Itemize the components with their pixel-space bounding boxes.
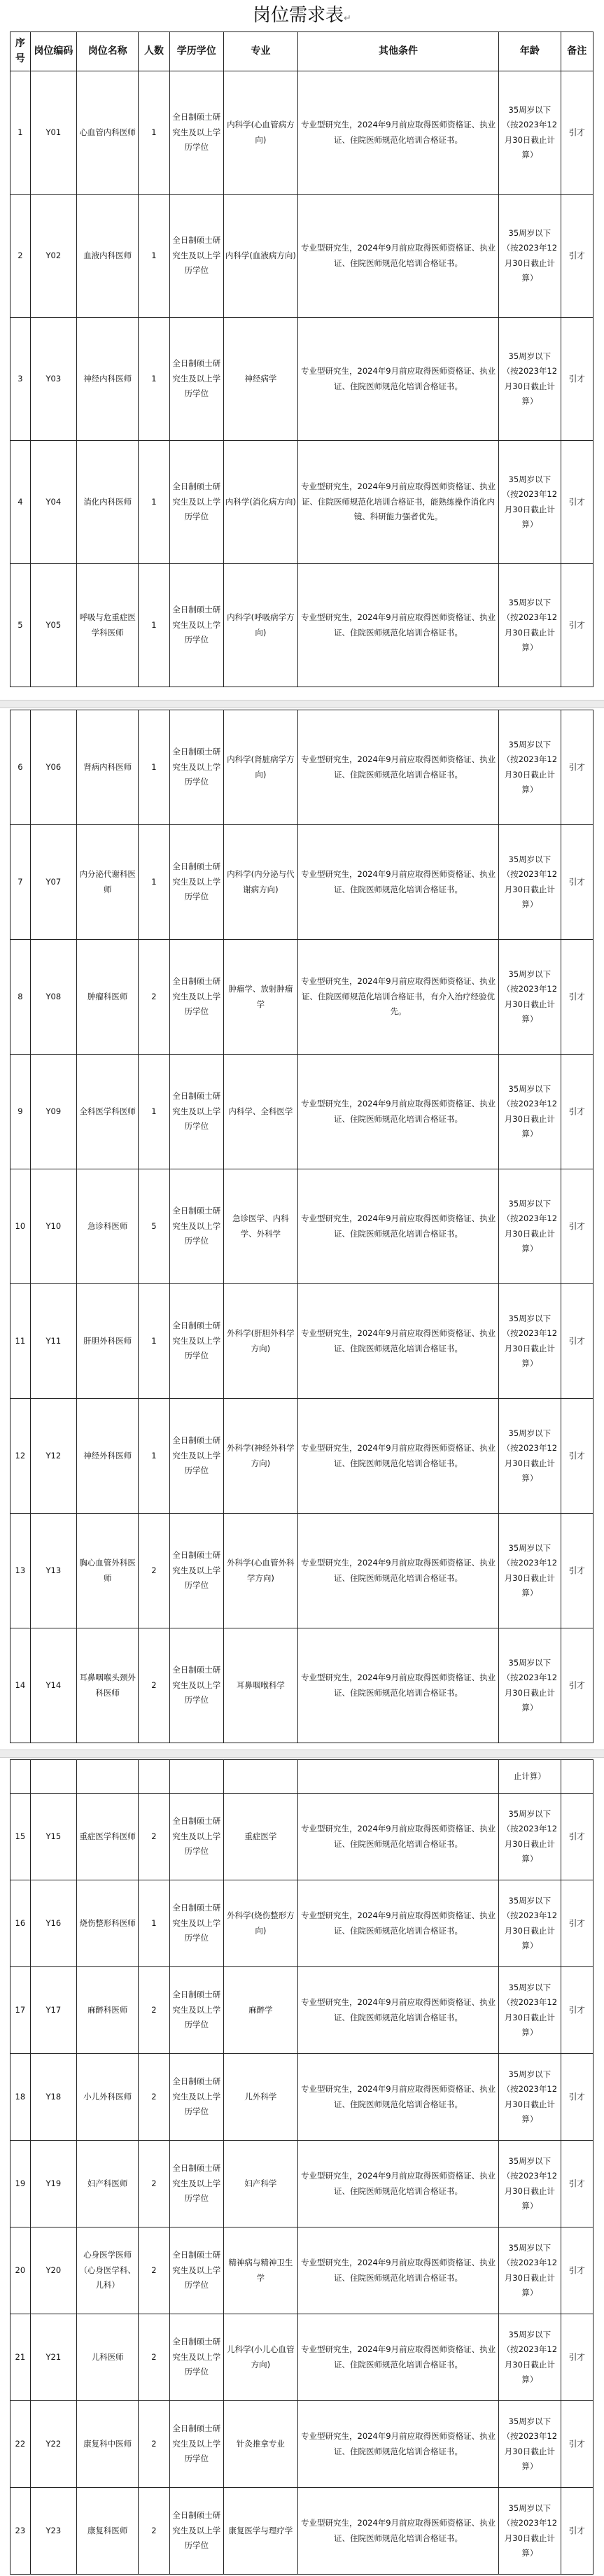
header-note: 备注	[561, 32, 593, 71]
name-cell: 急诊科医师	[77, 1169, 139, 1284]
edu-cell: 全日制硕士研究生及以上学历学位	[169, 2314, 223, 2401]
major-cell: 内科学、全科医学	[223, 1055, 297, 1169]
name-cell: 呼吸与危重症医学科医师	[77, 564, 139, 687]
age-cell: 35周岁以下（按2023年12月30日截止计算）	[499, 2054, 561, 2141]
count-cell: 1	[139, 195, 169, 318]
name-cell: 耳鼻咽喉头颈外科医师	[77, 1628, 139, 1743]
other-cell: 专业型研究生，2024年9月前应取得医师资格证、执业证、住院医师规范化培训合格证书。	[297, 2141, 498, 2227]
note-cell: 引才	[561, 1284, 593, 1399]
code-cell: Y15	[30, 1794, 76, 1880]
table-row	[10, 2227, 594, 2314]
note-cell: 引才	[561, 2401, 593, 2488]
count-cell: 2	[139, 1628, 169, 1743]
other-cell: 专业型研究生，2024年9月前应取得医师资格证、执业证、住院医师规范化培训合格证书。	[297, 2401, 498, 2488]
seq-cell: 19	[10, 2141, 31, 2227]
page-break	[0, 700, 604, 708]
count-cell: 2	[139, 2227, 169, 2314]
note-cell: 引才	[561, 2227, 593, 2314]
cont-cell	[223, 1760, 297, 1794]
edu-cell: 全日制硕士研究生及以上学历学位	[169, 318, 223, 441]
seq-cell: 2	[10, 195, 31, 318]
age-cell: 35周岁以下（按2023年12月30日截止计算）	[499, 1628, 561, 1743]
table-row	[10, 825, 594, 940]
table-row	[10, 1055, 594, 1169]
code-cell: Y01	[30, 71, 76, 195]
note-cell: 引才	[561, 195, 593, 318]
edu-cell: 全日制硕士研究生及以上学历学位	[169, 71, 223, 195]
edu-cell: 全日制硕士研究生及以上学历学位	[169, 564, 223, 687]
other-cell: 专业型研究生，2024年9月前应取得医师资格证、执业证、住院医师规范化培训合格证书。	[297, 710, 498, 825]
table-row	[10, 1880, 594, 1967]
edu-cell: 全日制硕士研究生及以上学历学位	[169, 710, 223, 825]
note-cell: 引才	[561, 2054, 593, 2141]
seq-cell: 14	[10, 1628, 31, 1743]
cont-cell	[297, 1760, 498, 1794]
seq-cell: 13	[10, 1514, 31, 1628]
edu-cell: 全日制硕士研究生及以上学历学位	[169, 1628, 223, 1743]
major-cell: 内科学(消化病方向)	[223, 441, 297, 564]
major-cell: 外科学(烧伤整形方向)	[223, 1880, 297, 1967]
edu-cell: 全日制硕士研究生及以上学历学位	[169, 1055, 223, 1169]
seq-cell: 11	[10, 1284, 31, 1399]
header-other: 其他条件	[297, 32, 498, 71]
seq-cell: 6	[10, 710, 31, 825]
other-cell: 专业型研究生，2024年9月前应取得医师资格证、执业证、住院医师规范化培训合格证书。	[297, 318, 498, 441]
edu-cell: 全日制硕士研究生及以上学历学位	[169, 2141, 223, 2227]
age-cell: 35周岁以下（按2023年12月30日截止计算）	[499, 2141, 561, 2227]
major-cell: 内科学(心血管病方向)	[223, 71, 297, 195]
code-cell: Y13	[30, 1514, 76, 1628]
code-cell: Y21	[30, 2314, 76, 2401]
header-seq: 序号	[10, 32, 31, 71]
major-cell: 内科学(呼吸病学方向)	[223, 564, 297, 687]
other-cell: 专业型研究生，2024年9月前应取得医师资格证、执业证、住院医师规范化培训合格证书。	[297, 2054, 498, 2141]
major-cell: 麻醉学	[223, 1967, 297, 2054]
other-cell: 专业型研究生，2024年9月前应取得医师资格证、执业证、住院医师规范化培训合格证书。	[297, 2314, 498, 2401]
age-cell: 35周岁以下（按2023年12月30日截止计算）	[499, 940, 561, 1055]
note-cell: 引才	[561, 1514, 593, 1628]
age-cell: 35周岁以下（按2023年12月30日截止计算）	[499, 1967, 561, 2054]
count-cell: 2	[139, 940, 169, 1055]
seq-cell: 23	[10, 2488, 31, 2575]
other-cell: 专业型研究生，2024年9月前应取得医师资格证、执业证、住院医师规范化培训合格证书。	[297, 71, 498, 195]
table-row	[10, 2054, 594, 2141]
other-cell: 专业型研究生，2024年9月前应取得医师资格证、执业证、住院医师规范化培训合格证书。	[297, 1514, 498, 1628]
note-cell: 引才	[561, 940, 593, 1055]
header-count: 人数	[139, 32, 169, 71]
note-cell: 引才	[561, 1967, 593, 2054]
seq-cell: 4	[10, 441, 31, 564]
cont-cell	[139, 1760, 169, 1794]
major-cell: 内科学(肾脏病学方向)	[223, 710, 297, 825]
count-cell: 5	[139, 1169, 169, 1284]
major-cell: 针灸推拿专业	[223, 2401, 297, 2488]
header-age: 年龄	[499, 32, 561, 71]
seq-cell: 1	[10, 71, 31, 195]
table-row	[10, 441, 594, 564]
name-cell: 心血管内科医师	[77, 71, 139, 195]
major-cell: 精神病与精神卫生学	[223, 2227, 297, 2314]
name-cell: 康复科医师	[77, 2488, 139, 2575]
edu-cell: 全日制硕士研究生及以上学历学位	[169, 1399, 223, 1514]
other-cell: 专业型研究生，2024年9月前应取得医师资格证、执业证、住院医师规范化培训合格证书。	[297, 2488, 498, 2575]
note-cell: 引才	[561, 1880, 593, 1967]
major-cell: 外科学(心血管外科学方向)	[223, 1514, 297, 1628]
seq-cell: 8	[10, 940, 31, 1055]
other-cell: 专业型研究生，2024年9月前应取得医师资格证、执业证、住院医师规范化培训合格证书。	[297, 195, 498, 318]
seq-cell: 9	[10, 1055, 31, 1169]
cont-cell	[10, 1760, 31, 1794]
major-cell: 康复医学与理疗学	[223, 2488, 297, 2575]
other-cell: 专业型研究生，2024年9月前应取得医师资格证、执业证、住院医师规范化培训合格证书。	[297, 825, 498, 940]
name-cell: 血液内科医师	[77, 195, 139, 318]
edu-cell: 全日制硕士研究生及以上学历学位	[169, 1284, 223, 1399]
table-row	[10, 2141, 594, 2227]
age-cell: 35周岁以下（按2023年12月30日截止计算）	[499, 195, 561, 318]
edu-cell: 全日制硕士研究生及以上学历学位	[169, 1794, 223, 1880]
code-cell: Y17	[30, 1967, 76, 2054]
seq-cell: 20	[10, 2227, 31, 2314]
name-cell: 康复科中医师	[77, 2401, 139, 2488]
code-cell: Y05	[30, 564, 76, 687]
age-cell: 35周岁以下（按2023年12月30日截止计算）	[499, 1169, 561, 1284]
note-cell: 引才	[561, 1399, 593, 1514]
edu-cell: 全日制硕士研究生及以上学历学位	[169, 825, 223, 940]
name-cell: 小儿外科医师	[77, 2054, 139, 2141]
age-cell: 35周岁以下（按2023年12月30日截止计算）	[499, 1055, 561, 1169]
note-cell: 引才	[561, 318, 593, 441]
seq-cell: 10	[10, 1169, 31, 1284]
seq-cell: 15	[10, 1794, 31, 1880]
code-cell: Y08	[30, 940, 76, 1055]
code-cell: Y03	[30, 318, 76, 441]
major-cell: 肿瘤学、放射肿瘤学	[223, 940, 297, 1055]
edu-cell: 全日制硕士研究生及以上学历学位	[169, 940, 223, 1055]
other-cell: 专业型研究生，2024年9月前应取得医师资格证、执业证、住院医师规范化培训合格证书，有介入治疗经验优先。	[297, 940, 498, 1055]
table-row	[10, 1284, 594, 1399]
table-row	[10, 1628, 594, 1743]
name-cell: 全科医学科医师	[77, 1055, 139, 1169]
cont-cell	[30, 1760, 76, 1794]
code-cell: Y11	[30, 1284, 76, 1399]
table-row	[10, 940, 594, 1055]
major-cell: 急诊医学、内科学、外科学	[223, 1169, 297, 1284]
code-cell: Y04	[30, 441, 76, 564]
edu-cell: 全日制硕士研究生及以上学历学位	[169, 1169, 223, 1284]
other-cell: 专业型研究生，2024年9月前应取得医师资格证、执业证、住院医师规范化培训合格证书。	[297, 1967, 498, 2054]
count-cell: 2	[139, 2054, 169, 2141]
edu-cell: 全日制硕士研究生及以上学历学位	[169, 195, 223, 318]
age-cell: 35周岁以下（按2023年12月30日截止计算）	[499, 710, 561, 825]
position-table-page1	[10, 31, 594, 687]
count-cell: 2	[139, 1967, 169, 2054]
name-cell: 重症医学科医师	[77, 1794, 139, 1880]
note-cell: 引才	[561, 1794, 593, 1880]
note-cell: 引才	[561, 71, 593, 195]
header-name: 岗位名称	[77, 32, 139, 71]
age-cell: 35周岁以下（按2023年12月30日截止计算）	[499, 2227, 561, 2314]
other-cell: 专业型研究生，2024年9月前应取得医师资格证、执业证、住院医师规范化培训合格证书。	[297, 1794, 498, 1880]
header-major: 专业	[223, 32, 297, 71]
code-cell: Y22	[30, 2401, 76, 2488]
code-cell: Y12	[30, 1399, 76, 1514]
age-cell: 35周岁以下（按2023年12月30日截止计算）	[499, 2488, 561, 2575]
count-cell: 1	[139, 564, 169, 687]
major-cell: 内科学(血液病方向)	[223, 195, 297, 318]
note-cell: 引才	[561, 1628, 593, 1743]
note-cell: 引才	[561, 2141, 593, 2227]
other-cell: 专业型研究生，2024年9月前应取得医师资格证、执业证、住院医师规范化培训合格证书。	[297, 1055, 498, 1169]
name-cell: 麻醉科医师	[77, 1967, 139, 2054]
seq-cell: 5	[10, 564, 31, 687]
other-cell: 专业型研究生，2024年9月前应取得医师资格证、执业证、住院医师规范化培训合格证书。	[297, 1399, 498, 1514]
major-cell: 外科学(神经外科学方向)	[223, 1399, 297, 1514]
count-cell: 2	[139, 2141, 169, 2227]
cont-cell	[77, 1760, 139, 1794]
age-cell: 35周岁以下（按2023年12月30日截止计算）	[499, 441, 561, 564]
code-cell: Y06	[30, 710, 76, 825]
age-cell: 35周岁以下（按2023年12月30日截止计算）	[499, 1399, 561, 1514]
age-cell: 35周岁以下（按2023年12月30日截止计算）	[499, 1284, 561, 1399]
table-row	[10, 1399, 594, 1514]
code-cell: Y16	[30, 1880, 76, 1967]
name-cell: 妇产科医师	[77, 2141, 139, 2227]
table-row	[10, 2314, 594, 2401]
code-cell: Y23	[30, 2488, 76, 2575]
major-cell: 儿外科学	[223, 2054, 297, 2141]
code-cell: Y02	[30, 195, 76, 318]
count-cell: 1	[139, 825, 169, 940]
table-row	[10, 318, 594, 441]
name-cell: 内分泌代谢科医师	[77, 825, 139, 940]
table-row	[10, 195, 594, 318]
table-row	[10, 1169, 594, 1284]
note-cell: 引才	[561, 1055, 593, 1169]
table-row	[10, 1967, 594, 2054]
header-code: 岗位编码	[30, 32, 76, 71]
count-cell: 2	[139, 2488, 169, 2575]
age-continuation: 止计算）	[499, 1760, 561, 1794]
other-cell: 专业型研究生，2024年9月前应取得医师资格证、执业证、住院医师规范化培训合格证书。	[297, 564, 498, 687]
table-row	[10, 1514, 594, 1628]
count-cell: 1	[139, 1055, 169, 1169]
page-title: 岗位需求表↵	[253, 5, 351, 26]
position-table-page2	[10, 710, 594, 1743]
count-cell: 2	[139, 1514, 169, 1628]
major-cell: 重症医学	[223, 1794, 297, 1880]
age-cell: 35周岁以下（按2023年12月30日截止计算）	[499, 825, 561, 940]
edu-cell: 全日制硕士研究生及以上学历学位	[169, 441, 223, 564]
code-cell: Y14	[30, 1628, 76, 1743]
name-cell: 肿瘤科医师	[77, 940, 139, 1055]
edu-cell: 全日制硕士研究生及以上学历学位	[169, 1514, 223, 1628]
edu-cell: 全日制硕士研究生及以上学历学位	[169, 1880, 223, 1967]
code-cell: Y18	[30, 2054, 76, 2141]
note-cell: 引才	[561, 825, 593, 940]
continuation-row	[10, 1760, 594, 1794]
seq-cell: 18	[10, 2054, 31, 2141]
age-cell: 35周岁以下（按2023年12月30日截止计算）	[499, 1794, 561, 1880]
note-cell: 引才	[561, 564, 593, 687]
table-row	[10, 1794, 594, 1880]
seq-cell: 12	[10, 1399, 31, 1514]
count-cell: 1	[139, 441, 169, 564]
major-cell: 妇产科学	[223, 2141, 297, 2227]
other-cell: 专业型研究生，2024年9月前应取得医师资格证、执业证、住院医师规范化培训合格证书。	[297, 1880, 498, 1967]
major-cell: 耳鼻咽喉科学	[223, 1628, 297, 1743]
age-cell: 35周岁以下（按2023年12月30日截止计算）	[499, 71, 561, 195]
age-cell: 35周岁以下（按2023年12月30日截止计算）	[499, 1880, 561, 1967]
age-cell: 35周岁以下（按2023年12月30日截止计算）	[499, 1514, 561, 1628]
header-edu: 学历学位	[169, 32, 223, 71]
edu-cell: 全日制硕士研究生及以上学历学位	[169, 2488, 223, 2575]
count-cell: 1	[139, 318, 169, 441]
seq-cell: 16	[10, 1880, 31, 1967]
name-cell: 心身医学医师（心身医学科、儿科）	[77, 2227, 139, 2314]
age-cell: 35周岁以下（按2023年12月30日截止计算）	[499, 564, 561, 687]
major-cell: 外科学(肝胆外科学方向)	[223, 1284, 297, 1399]
edu-cell: 全日制硕士研究生及以上学历学位	[169, 2401, 223, 2488]
major-cell: 内科学(内分泌与代谢病方向)	[223, 825, 297, 940]
other-cell: 专业型研究生，2024年9月前应取得医师资格证、执业证、住院医师规范化培训合格证书。	[297, 1284, 498, 1399]
count-cell: 1	[139, 1399, 169, 1514]
name-cell: 神经内科医师	[77, 318, 139, 441]
seq-cell: 7	[10, 825, 31, 940]
note-cell: 引才	[561, 1169, 593, 1284]
count-cell: 1	[139, 71, 169, 195]
other-cell: 专业型研究生，2024年9月前应取得医师资格证、执业证、住院医师规范化培训合格证书。	[297, 2227, 498, 2314]
table-row	[10, 564, 594, 687]
seq-cell: 3	[10, 318, 31, 441]
table-row	[10, 710, 594, 825]
name-cell: 胸心血管外科医师	[77, 1514, 139, 1628]
page-break	[0, 1750, 604, 1758]
name-cell: 烧伤整形科医师	[77, 1880, 139, 1967]
code-cell: Y07	[30, 825, 76, 940]
name-cell: 神经外科医师	[77, 1399, 139, 1514]
major-cell: 神经病学	[223, 318, 297, 441]
code-cell: Y20	[30, 2227, 76, 2314]
name-cell: 肝胆外科医师	[77, 1284, 139, 1399]
other-cell: 专业型研究生，2024年9月前应取得医师资格证、执业证、住院医师规范化培训合格证书。	[297, 1628, 498, 1743]
position-table-page3	[10, 1759, 594, 2575]
count-cell: 1	[139, 1284, 169, 1399]
cont-cell	[561, 1760, 593, 1794]
table-row	[10, 2401, 594, 2488]
seq-cell: 21	[10, 2314, 31, 2401]
edu-cell: 全日制硕士研究生及以上学历学位	[169, 2054, 223, 2141]
note-cell: 引才	[561, 2314, 593, 2401]
count-cell: 1	[139, 1880, 169, 1967]
other-cell: 专业型研究生，2024年9月前应取得医师资格证、执业证、住院医师规范化培训合格证书。	[297, 1169, 498, 1284]
name-cell: 儿科医师	[77, 2314, 139, 2401]
code-cell: Y09	[30, 1055, 76, 1169]
table-row	[10, 71, 594, 195]
note-cell: 引才	[561, 710, 593, 825]
count-cell: 2	[139, 2314, 169, 2401]
note-cell: 引才	[561, 441, 593, 564]
cont-cell	[169, 1760, 223, 1794]
other-cell: 专业型研究生，2024年9月前应取得医师资格证、执业证、住院医师规范化培训合格证书，能熟练操作消化内镜、科研能力强者优先。	[297, 441, 498, 564]
seq-cell: 17	[10, 1967, 31, 2054]
edu-cell: 全日制硕士研究生及以上学历学位	[169, 1967, 223, 2054]
seq-cell: 22	[10, 2401, 31, 2488]
major-cell: 儿科学(小儿心血管方向)	[223, 2314, 297, 2401]
code-cell: Y19	[30, 2141, 76, 2227]
edu-cell: 全日制硕士研究生及以上学历学位	[169, 2227, 223, 2314]
name-cell: 消化内科医师	[77, 441, 139, 564]
age-cell: 35周岁以下（按2023年12月30日截止计算）	[499, 318, 561, 441]
name-cell: 肾病内科医师	[77, 710, 139, 825]
code-cell: Y10	[30, 1169, 76, 1284]
note-cell: 引才	[561, 2488, 593, 2575]
age-cell: 35周岁以下（按2023年12月30日截止计算）	[499, 2314, 561, 2401]
count-cell: 2	[139, 1794, 169, 1880]
count-cell: 2	[139, 2401, 169, 2488]
table-header-row	[10, 32, 594, 71]
count-cell: 1	[139, 710, 169, 825]
table-row	[10, 2488, 594, 2575]
age-cell: 35周岁以下（按2023年12月30日截止计算）	[499, 2401, 561, 2488]
